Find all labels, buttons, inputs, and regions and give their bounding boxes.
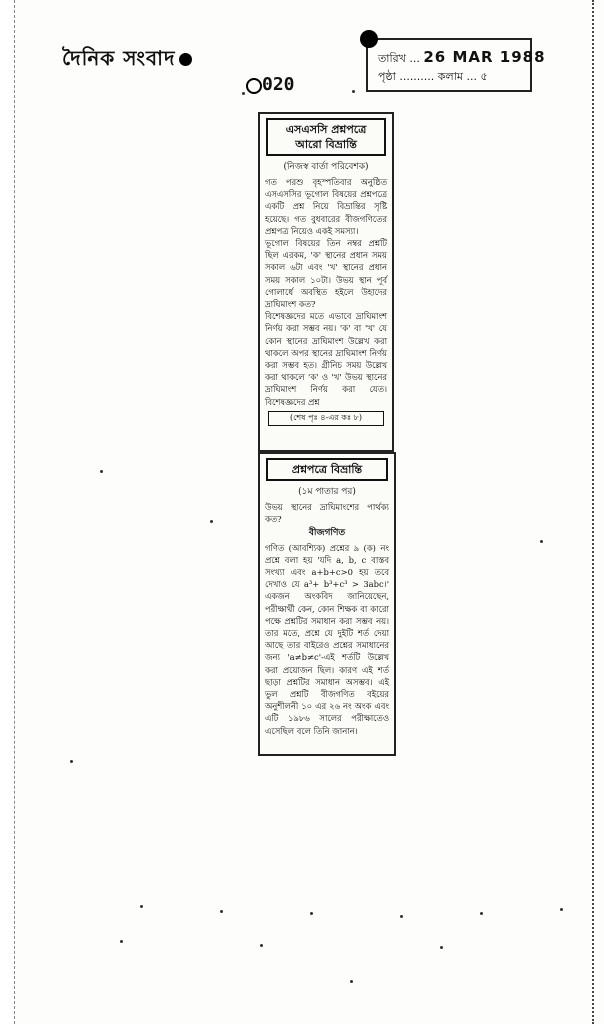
scan-speck <box>352 90 355 93</box>
clipping2-body <box>260 501 394 737</box>
scan-speck <box>100 470 103 473</box>
date-stamp <box>366 38 546 92</box>
punch-hole-dot-icon <box>179 53 192 66</box>
clipping2-from-page: (১ম পাতার পর) <box>298 487 356 497</box>
scan-speck <box>440 946 443 949</box>
masthead-name: দৈনিক সংবাদ <box>62 46 176 70</box>
page-number-mark-icon <box>246 78 262 94</box>
clipping2-paragraph: গণিত (আবশ্যিক) প্রশ্নের ৯ (ক) নং প্রশ্নে বলা হয় 'যদি a, b, c বাস্তব সংখ্যা এবং a+b+c>0 হয় তবে দেখাও যে a³+ b³+c³ > 3abc।' একজন অংকবিদ জানিয়েছেন, পরীক্ষার্থী কেন, কোন শিক্ষক বা কারো পক্ষে প্রশ্নটির সমাধান করা সম্ভব নয়। তার মতে, প্রশ্নে যে দুইটি শর্ত দেয়া আছে তার বাইরেও প্রশ্নের সমাধানের জন্য 'a≠b≠c'-এই শর্তটি উল্লেখ করা প্রয়োজন ছিল। কারণ এই শর্ত ছাড়া প্রশ্নটির সমাধান অসম্ভব। এই ভুল প্রশ্নটি বীজগণিত বইয়ের অনুশীলনী ১০ এর ২৬ নং অংক এবং এটি ১৯৮৬ সালের পরীক্ষাতেও এসেছিল বলে তিনি জানান। <box>265 542 389 736</box>
clipping2-subheading: বীজগণিত <box>308 528 346 539</box>
scan-speck <box>70 760 73 763</box>
scan-speck <box>140 905 143 908</box>
scan-speck <box>350 980 353 983</box>
clipping1-headline-line2: আরো বিভ্রান্তি <box>295 138 357 151</box>
scan-speck <box>480 912 483 915</box>
clipping1-paragraph: গত পরশু বৃহস্পতিবার অনুষ্ঠিত এসএসসির ভূগোল বিষয়ের প্রশ্নপত্রে একটি প্রশ্ন নিয়ে বিভ্রান্তির সৃষ্টি হয়েছে। গত বুধবারের বীজগণিতের প্রশ্নপত্র নিয়েও একই সমস্যা। <box>265 177 387 236</box>
scan-speck <box>260 944 263 947</box>
stamp-column-value: ৫ <box>480 70 488 83</box>
clipping1-continuation: (শেষ পৃঃ ৪-এর কঃ ৮) <box>268 411 384 426</box>
clipping1-paragraph: ভূগোল বিষয়ের তিন নম্বর প্রশ্নটি ছিল এরকম, 'ক' স্থানের প্রধান সময় সকাল ৬টা এবং 'খ' স্থানের প্রধান সময় সকাল ১০টা। উভয় স্থান পূর্ব গোলার্ধে অবস্থিত হইলে উহাদের দ্রাঘিমাংশ কত? <box>265 238 387 310</box>
scan-speck <box>220 910 223 913</box>
clipping1-headline-line1: এসএসসি প্রশ্নপত্রে <box>285 123 367 136</box>
clipping1-paragraph: বিশেষজ্ঞদের মতে এভাবে দ্রাঘিমাংশ নির্ণয় করা সম্ভব নয়। 'ক' বা 'খ' যে কোন স্থানের দ্রাঘিমাংশ উল্লেখ করা থাকলে অপর স্থানের দ্রাঘিমাংশ নির্ণয় করা সম্ভব হত। গ্রীনিচ সময় উল্লেখ করা থাকলে 'ক' ও 'খ' উভয় স্থানের দ্রাঘিমাংশ নির্ণয় করা যেত। বিশেষজ্ঞদের প্রশ্ন <box>265 311 387 407</box>
scan-speck <box>120 940 123 943</box>
news-clipping-2 <box>258 452 396 756</box>
clipping1-byline: (নিজস্ব বার্তা পরিবেশক) <box>283 162 369 172</box>
news-clipping-1 <box>258 112 394 452</box>
scan-speck <box>210 520 213 523</box>
stamp-column-label: কলাম <box>437 70 463 83</box>
scan-speck <box>400 915 403 918</box>
page-number: 020 <box>262 74 295 95</box>
clipping1-body <box>260 176 392 408</box>
scan-speck <box>540 540 543 543</box>
scan-speck <box>560 908 563 911</box>
stamp-date-label: তারিখ <box>378 52 406 65</box>
clipping2-lead: উভয় স্থানের দ্রাঘিমাংশের পার্থক্য কত? <box>265 502 389 525</box>
stamp-page-row: পৃষ্ঠা .......... কলাম ... ৫ <box>378 70 488 83</box>
punch-hole-icon <box>360 30 378 48</box>
clipping2-headline: প্রশ্নপত্রে বিভ্রান্তি <box>266 458 388 481</box>
stamp-date-value: 26 MAR 1988 <box>423 48 546 66</box>
newspaper-masthead <box>62 44 192 77</box>
scan-speck <box>242 92 245 95</box>
stamp-date-row: তারিখ ... 26 MAR 1988 <box>378 48 546 66</box>
clipping1-headline <box>266 118 386 156</box>
page-left-margin <box>0 0 15 1024</box>
scan-speck <box>310 912 313 915</box>
stamp-page-label: পৃষ্ঠা <box>378 70 396 83</box>
page-right-edge <box>592 0 604 1024</box>
